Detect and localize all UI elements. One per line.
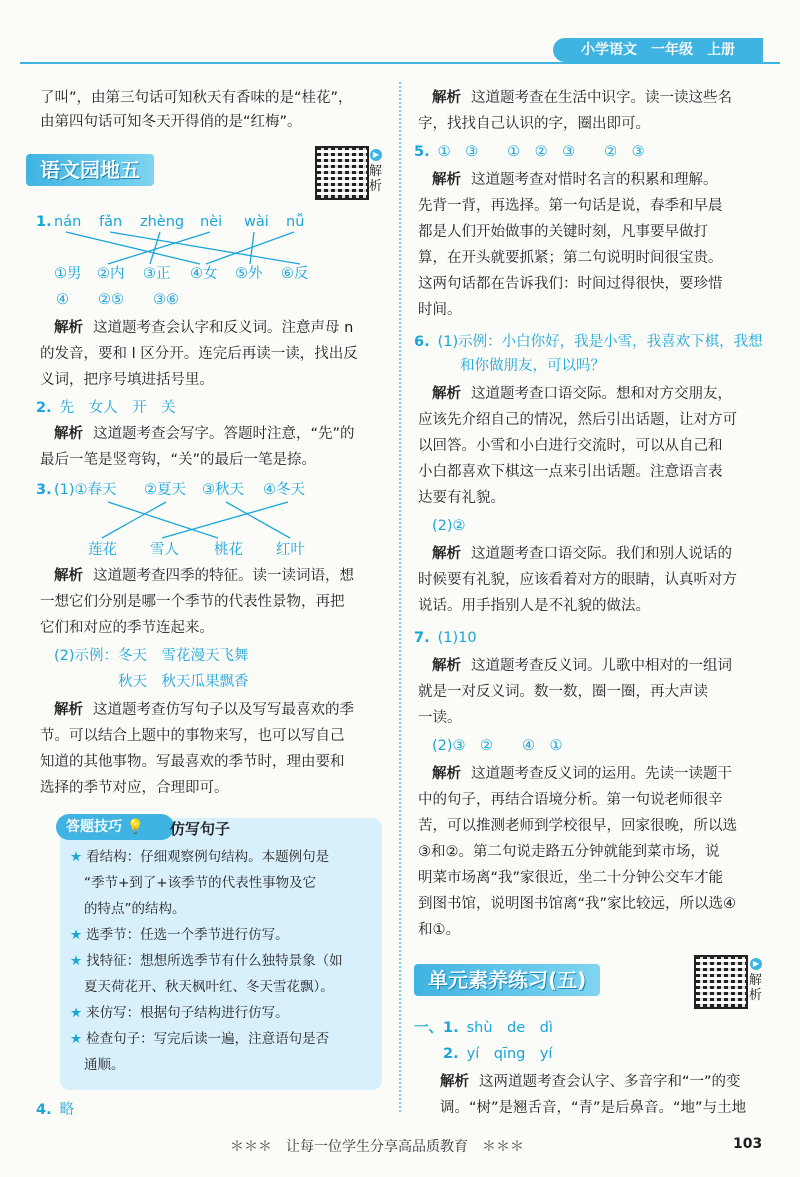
- season-item: ④冬天: [263, 482, 305, 498]
- star-icon: ★: [70, 849, 83, 865]
- char-item: ②内: [97, 266, 125, 282]
- unit-q1: 一、1. shù de dì: [414, 1020, 553, 1036]
- analysis-line: 最后一笔是竖弯钩，“关”的最后一笔是捺。: [40, 452, 317, 468]
- char-item: ④女: [190, 266, 218, 282]
- analysis-line: 解析 这道题考查对惜时名言的积累和理解。: [432, 172, 718, 188]
- play-icon: ▶: [370, 149, 382, 161]
- analysis-line: 就是一对反义词。数一数，圈一圈，再大声读: [418, 684, 708, 700]
- connector-line: [162, 502, 288, 538]
- char-item: ③正: [143, 266, 171, 282]
- page-number: 103: [733, 1136, 763, 1152]
- analysis-line: 它们和对应的季节连起来。: [40, 620, 214, 636]
- tip-line: 的特点”的结构。: [84, 901, 186, 917]
- analysis-line: 说话。用手指别人是不礼貌的做法。: [418, 598, 650, 614]
- char-item: ①男: [54, 266, 82, 282]
- tip-line: ★ 选季节：任选一个季节进行仿写。: [70, 927, 289, 943]
- pinyin-item: zhèng: [140, 214, 185, 230]
- footer-slogan: ＊＊＊ 让每一位学生分享高品质教育 ＊＊＊: [230, 1139, 524, 1155]
- tip-line: 夏天荷花开、秋天枫叶红、冬天雪花飘）。: [84, 979, 334, 995]
- scene-item: 红叶: [276, 542, 305, 558]
- analysis-line: 和①。: [418, 922, 460, 938]
- pinyin-item: wài: [244, 214, 269, 230]
- analysis-line: 以回答。小雪和小白进行交流时，可以从自己和: [418, 438, 723, 454]
- answer-text: (2)③ ② ④ ①: [432, 738, 563, 754]
- tip-title: 仿写句子: [170, 820, 231, 838]
- analysis-line: 调。“树”是翘舌音，“青”是后鼻音。“地”与土地: [440, 1100, 747, 1116]
- analysis-line: 选择的季节对应，合理即可。: [40, 780, 229, 796]
- connector-line: [108, 502, 218, 538]
- analysis-line: 义词，把序号填进括号里。: [40, 372, 214, 388]
- analysis-line: 知道的其他事物。写最喜欢的季节时，理由要和: [40, 754, 345, 770]
- tip-line: ★ 来仿写：根据句子结构进行仿写。: [70, 1005, 289, 1021]
- question-6: 6. (1)示例：小白你好，我是小雪，我喜欢下棋，我想: [414, 334, 763, 350]
- analysis-line: 节。可以结合上题中的事物来写，也可以写自己: [40, 728, 345, 744]
- pinyin-item: fǎn: [99, 214, 123, 230]
- lightbulb-icon: 💡: [126, 819, 145, 835]
- season-item: ③秋天: [202, 482, 244, 498]
- char-item: ⑥反: [281, 266, 309, 282]
- question-5: 5. ① ③ ① ② ③ ② ③: [414, 144, 645, 160]
- connector-line: [102, 502, 166, 538]
- analysis-line: 解析 这道题考查反义词。儿歌中相对的一组词: [432, 658, 732, 674]
- intro-line: 了叫”，由第三句话可知秋天有香味的是“桂花”，: [40, 90, 353, 106]
- scene-item: 桃花: [214, 542, 243, 558]
- analysis-line: 中的句子，再结合语境分析。第一句说老师很辛: [418, 792, 723, 808]
- qr-label: 解析: [749, 973, 763, 1003]
- connector-line: [226, 502, 290, 538]
- analysis-line: 解析 这道题考查四季的特征。读一读词语，想: [54, 568, 354, 584]
- analysis-line: 的发音，要和 l 区分开。连完后再读一读，找出反: [40, 346, 358, 362]
- pinyin-item: nèi: [200, 214, 223, 230]
- star-icon: ★: [70, 1005, 83, 1021]
- question-7: 7. (1)10: [414, 630, 477, 646]
- star-icon: ★: [70, 927, 83, 943]
- analysis-line: 苦，可以推测老师到学校很早，回家很晚，所以选: [418, 818, 737, 834]
- tip-badge: 答题技巧 💡: [56, 814, 174, 840]
- analysis-line: 达要有礼貌。: [418, 490, 505, 506]
- star-icon: ★: [70, 953, 83, 969]
- analysis-line: 解析 这道题考查会写字。答题时注意，“先”的: [54, 426, 355, 442]
- analysis-line: 解析 这道题考查会认字和反义词。注意声母 n: [54, 320, 354, 336]
- scene-item: 莲花: [88, 542, 117, 558]
- char-item: ⑤外: [235, 266, 263, 282]
- qr-code-icon[interactable]: [694, 955, 748, 1009]
- pinyin-item: nán: [54, 214, 82, 230]
- analysis-line: 这两句话都在告诉我们：时间过得很快，要珍惜: [418, 276, 723, 292]
- analysis-line: 都是人们开始做事的关键时刻，凡事要早做打: [418, 224, 708, 240]
- question-4: 4. 略: [36, 1102, 75, 1118]
- analysis-line: 解析 这两道题考查会认字、多音字和“一”的变: [440, 1074, 741, 1090]
- analysis-line: 一读。: [418, 710, 462, 726]
- analysis-line: 解析 这道题考查口语交际。想和对方交朋友，: [432, 386, 732, 402]
- tip-line: ★ 检查句子：写完后读一遍，注意语句是否: [70, 1031, 330, 1047]
- analysis-line: 时候要有礼貌，应该看着对方的眼睛，认真听对方: [418, 572, 737, 588]
- analysis-line: 时间。: [418, 302, 462, 318]
- analysis-line: 小白都喜欢下棋这一点来引出话题。注意语言表: [418, 464, 723, 480]
- section-title-unit-practice: 单元素养练习(五): [414, 964, 600, 996]
- analysis-line: 解析 这道题考查仿写句子以及写写最喜欢的季: [54, 702, 354, 718]
- question-number: 1.: [36, 214, 52, 230]
- analysis-line: 解析 这道题考查反义词的运用。先读一读题干: [432, 766, 732, 782]
- analysis-line: ③和②。第二句说走路五分钟就能到菜市场，说: [418, 844, 720, 860]
- analysis-line: 解析 这道题考查在生活中识字。读一读这些名: [432, 90, 732, 106]
- scene-item: 雪人: [150, 542, 179, 558]
- analysis-line: 明菜市场离“我”家很近，坐二十分钟公交车才能: [418, 870, 724, 886]
- answer-text: (2)②: [432, 518, 466, 534]
- tip-line: 通顺。: [84, 1057, 125, 1073]
- answer-text: (2)示例：冬天 雪花漫天飞舞: [54, 648, 249, 664]
- answer-text: 和你做朋友，可以吗？: [460, 358, 605, 374]
- answer-text: ④ ②⑤ ③⑥: [56, 292, 179, 308]
- analysis-line: 算，在开头就要抓紧；第二句说明时间很宝贵。: [418, 250, 723, 266]
- qr-label: 解析: [369, 164, 383, 194]
- analysis-line: 到图书馆，说明图书馆离“我”家比较远，所以选④: [418, 896, 737, 912]
- play-icon: ▶: [750, 958, 762, 970]
- question-number: 3.: [36, 482, 52, 498]
- question-2: 2. 先 女人 开 关: [36, 400, 176, 416]
- season-item: ②夏天: [144, 482, 186, 498]
- intro-line: 由第四句话可知冬天开得俏的是“红梅”。: [40, 114, 302, 130]
- star-icon: ★: [70, 1031, 83, 1047]
- season-item: (1)①春天: [54, 482, 117, 498]
- answer-text: 秋天 秋天瓜果飘香: [118, 674, 249, 690]
- tip-line: “季节+到了+该季节的代表性事物及它: [84, 875, 317, 891]
- analysis-line: 字，找找自己认识的字，圈出即可。: [418, 116, 650, 132]
- book-title-tag: 小学语文 一年级 上册: [553, 38, 763, 62]
- analysis-line: 解析 这道题考查口语交际。我们和别人说话的: [432, 546, 732, 562]
- tip-line: ★ 看结构：仔细观察例句结构。本题例句是: [70, 849, 330, 865]
- section-title-yuwen-yuandi: 语文园地五: [26, 154, 154, 186]
- tip-line: ★ 找特征：想想所选季节有什么独特景象（如: [70, 953, 343, 969]
- unit-q2: 2. yí qīng yí: [443, 1046, 553, 1062]
- pinyin-item: nǚ: [286, 214, 305, 230]
- q3-connector-lines: [0, 0, 400, 560]
- analysis-line: 一想它们分别是哪一个季节的代表性景物，再把: [40, 594, 345, 610]
- analysis-line: 先背一背，再选择。第一句话是说，春季和早晨: [418, 198, 723, 214]
- analysis-line: 应该先介绍自己的情况，然后引出话题，让对方可: [418, 412, 737, 428]
